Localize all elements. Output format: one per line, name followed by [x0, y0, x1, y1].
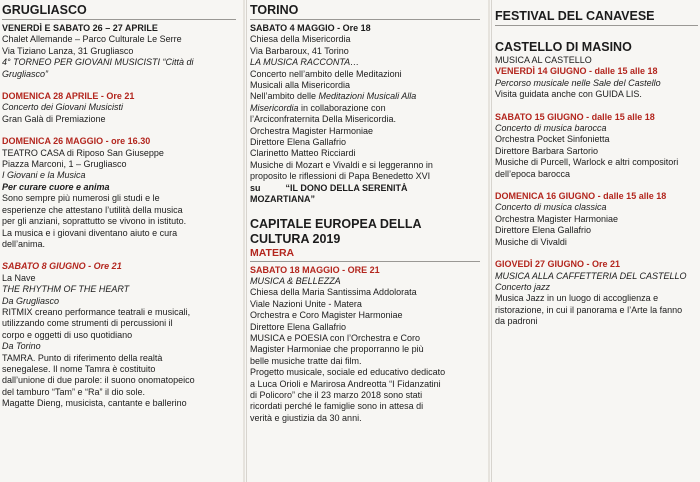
event-line: dell’anima. [2, 238, 46, 249]
event-line: Per curare cuore e anima [2, 181, 110, 192]
event-line: Chiesa della Maria Santissima Addolorata [250, 287, 417, 298]
event-line: Direttore Barbara Sartorio [495, 145, 599, 156]
event-line: Direttore Elena Gallafrio [495, 225, 592, 236]
event-line: 4° TORNEO PER GIOVANI MUSICISTI “Città di [2, 57, 194, 68]
column-canavese [491, 0, 700, 482]
event-line: Via Tiziano Lanza, 31 Grugliasco [2, 45, 134, 56]
event-line: Direttore Elena Gallafrio [250, 321, 347, 332]
event-line: Musiche di Purcell, Warlock e altri compositori [495, 157, 679, 168]
event-line: Concerto nell’ambito delle Meditazioni [250, 68, 402, 79]
event-date: VENERDÌ 14 GIUGNO - dalle 15 alle 18 [495, 66, 658, 77]
event-line: Direttore Elena Gallafrio [250, 137, 347, 148]
event-line: utilizzando come strumenti di percussioni il [2, 318, 173, 329]
event-line: Musiche di Vivaldi [495, 236, 567, 247]
event-line: I Giovani e la Musica [2, 170, 86, 181]
event-line: Orchestra Magister Harmoniae [495, 213, 619, 224]
event-date: GIOVEDÌ 27 GIUGNO - Ore 21 [495, 259, 621, 270]
event-line: Visita guidata anche con GUIDA LIS. [495, 89, 642, 100]
event-line: su “IL DONO DELLA SERENITÀ [250, 182, 408, 193]
event-date: SABATO 4 MAGGIO - Ore 18 [250, 23, 371, 33]
divider [2, 19, 236, 20]
divider [495, 25, 698, 26]
event-line: Grugliasco” [2, 68, 49, 79]
event-line: di Policoro” che il 23 marzo 2018 sono stati [250, 389, 423, 400]
event-line: esperienze che attestano l’utilità della musica [2, 204, 183, 215]
event-line: Da Grugliasco [2, 295, 60, 306]
section-title: GRUGLIASCO [2, 3, 87, 17]
event-line: dall’unione di due parole: il suono onomatopeico [2, 375, 195, 386]
event-line: RITMIX creano performance teatrali e musicali, [2, 306, 191, 317]
event-line: La musica e i giovani diventano aiuto e cura [2, 227, 178, 238]
event-line: Sono sempre più numerosi gli studi e le [2, 193, 160, 204]
event-line: Misericordia in collaborazione con [250, 102, 386, 113]
section-title: FESTIVAL DEL CANAVESE [495, 9, 655, 23]
event-line: Concerto di musica classica [495, 202, 607, 213]
event-date: VENERDÌ E SABATO 26 – 27 APRILE [2, 23, 158, 33]
page-fold [243, 0, 245, 482]
event-date: SABATO 18 MAGGIO - ORE 21 [250, 264, 380, 275]
section-title: CAPITALE EUROPEA DELLA [250, 216, 422, 231]
event-line: Chiesa della Misericordia [250, 34, 351, 45]
event-line: Orchestra Pocket Sinfonietta [495, 134, 610, 145]
event-line: Via Barbaroux, 41 Torino [250, 45, 349, 56]
event-line: ristorazione, in cui il panorama e l’Arte la fanno [495, 304, 683, 315]
event-line: LA MUSICA RACCONTA… [250, 57, 360, 68]
event-line: Musica Jazz in un luogo di accoglienza e [495, 293, 659, 304]
event-line: l’Arciconfraternita Della Misericordia. [250, 114, 397, 125]
event-line: verità e giustizia da 30 anni. [250, 412, 362, 423]
event-line: Magister Harmoniae che proporranno le più [250, 344, 424, 355]
event-line: Orchestra e Coro Magister Harmoniae [250, 310, 403, 321]
event-line: Concerto jazz [495, 281, 551, 292]
event-line: proposito le riflessioni di Papa Benedetto XVI [250, 171, 431, 182]
event-line: a Luca Orioli e Marirosa Andreotta “I Fidanzatini [250, 378, 441, 389]
event-line: Magatte Dieng, musicista, cantante e ballerino [2, 398, 187, 409]
event-line: MUSICA ALLA CAFFETTERIA DEL CASTELLO [495, 270, 687, 281]
event-date: DOMENICA 16 GIUGNO - dalle 15 alle 18 [495, 191, 667, 202]
event-line: senegalese. Il nome Tamra è costituito [2, 363, 156, 374]
event-line: Gran Galà di Premiazione [2, 113, 106, 124]
event-date: SABATO 15 GIUGNO - dalle 15 alle 18 [495, 111, 655, 122]
event-line: Clarinetto Matteo Ricciardi [250, 148, 356, 159]
event-line: Concerto dei Giovani Musicisti [2, 102, 124, 113]
column-torino [246, 0, 482, 482]
event-line: Orchestra Magister Harmoniae [250, 125, 374, 136]
event-line: Concerto di musica barocca [495, 123, 607, 134]
event-line: da padroni [495, 316, 538, 327]
event-line: MOZARTIANA” [250, 194, 315, 205]
event-line: Viale Nazioni Unite - Matera [250, 298, 362, 309]
event-line: MUSICA & BELLEZZA [250, 275, 341, 286]
event-line: Nell’ambito delle Meditazioni Musicali Alla [250, 91, 417, 102]
event-date: SABATO 8 GIUGNO - Ore 21 [2, 261, 122, 272]
event-line: THE RHYTHM OF THE HEART [2, 284, 130, 295]
event-line: ricordati perché le famiglie sono in attesa di [250, 401, 424, 412]
event-line: per gli anziani, soprattutto se vivono in istituto. [2, 216, 187, 227]
event-line: La Nave [2, 272, 36, 283]
event-date: DOMENICA 26 MAGGIO - ore 16.30 [2, 136, 151, 147]
event-line: corpo e oggetti di uso quotidiano [2, 329, 133, 340]
column-grugliasco [0, 0, 238, 482]
event-line: TEATRO CASA di Riposo San Giuseppe [2, 147, 164, 158]
event-line: MUSICA e POESIA con l’Orchestra e Coro [250, 332, 421, 343]
event-line: Piazza Marconi, 1 – Grugliasco [2, 159, 127, 170]
section-title: CULTURA 2019 [250, 231, 341, 246]
event-date: DOMENICA 28 APRILE - Ore 21 [2, 91, 135, 102]
event-line: Da Torino [2, 341, 41, 352]
event-line: MUSICA AL CASTELLO [495, 55, 592, 65]
section-subtitle: MATERA [250, 246, 295, 259]
event-line: Musicali alla Misericordia [250, 80, 351, 91]
event-line: Progetto musicale, sociale ed educativo dedicato [250, 367, 446, 378]
divider [250, 19, 480, 20]
event-line: Chalet Allemande – Parco Culturale Le Serre [2, 34, 182, 45]
event-line: del tamburo “Tam” e “Ra” il dio sole. [2, 386, 146, 397]
event-line: dell’epoca barocca [495, 168, 571, 179]
section-subtitle: CASTELLO DI MASINO [495, 40, 632, 54]
event-line: Percorso musicale nelle Sale del Castello [495, 77, 661, 88]
page-fold [488, 0, 490, 482]
event-line: Musiche di Mozart e Vivaldi e si leggeranno in [250, 159, 433, 170]
section-title: TORINO [250, 3, 299, 17]
event-line: belle musiche tratte dai film. [250, 355, 362, 366]
divider [250, 261, 480, 262]
event-line: TAMRA. Punto di riferimento della realtà [2, 352, 163, 363]
